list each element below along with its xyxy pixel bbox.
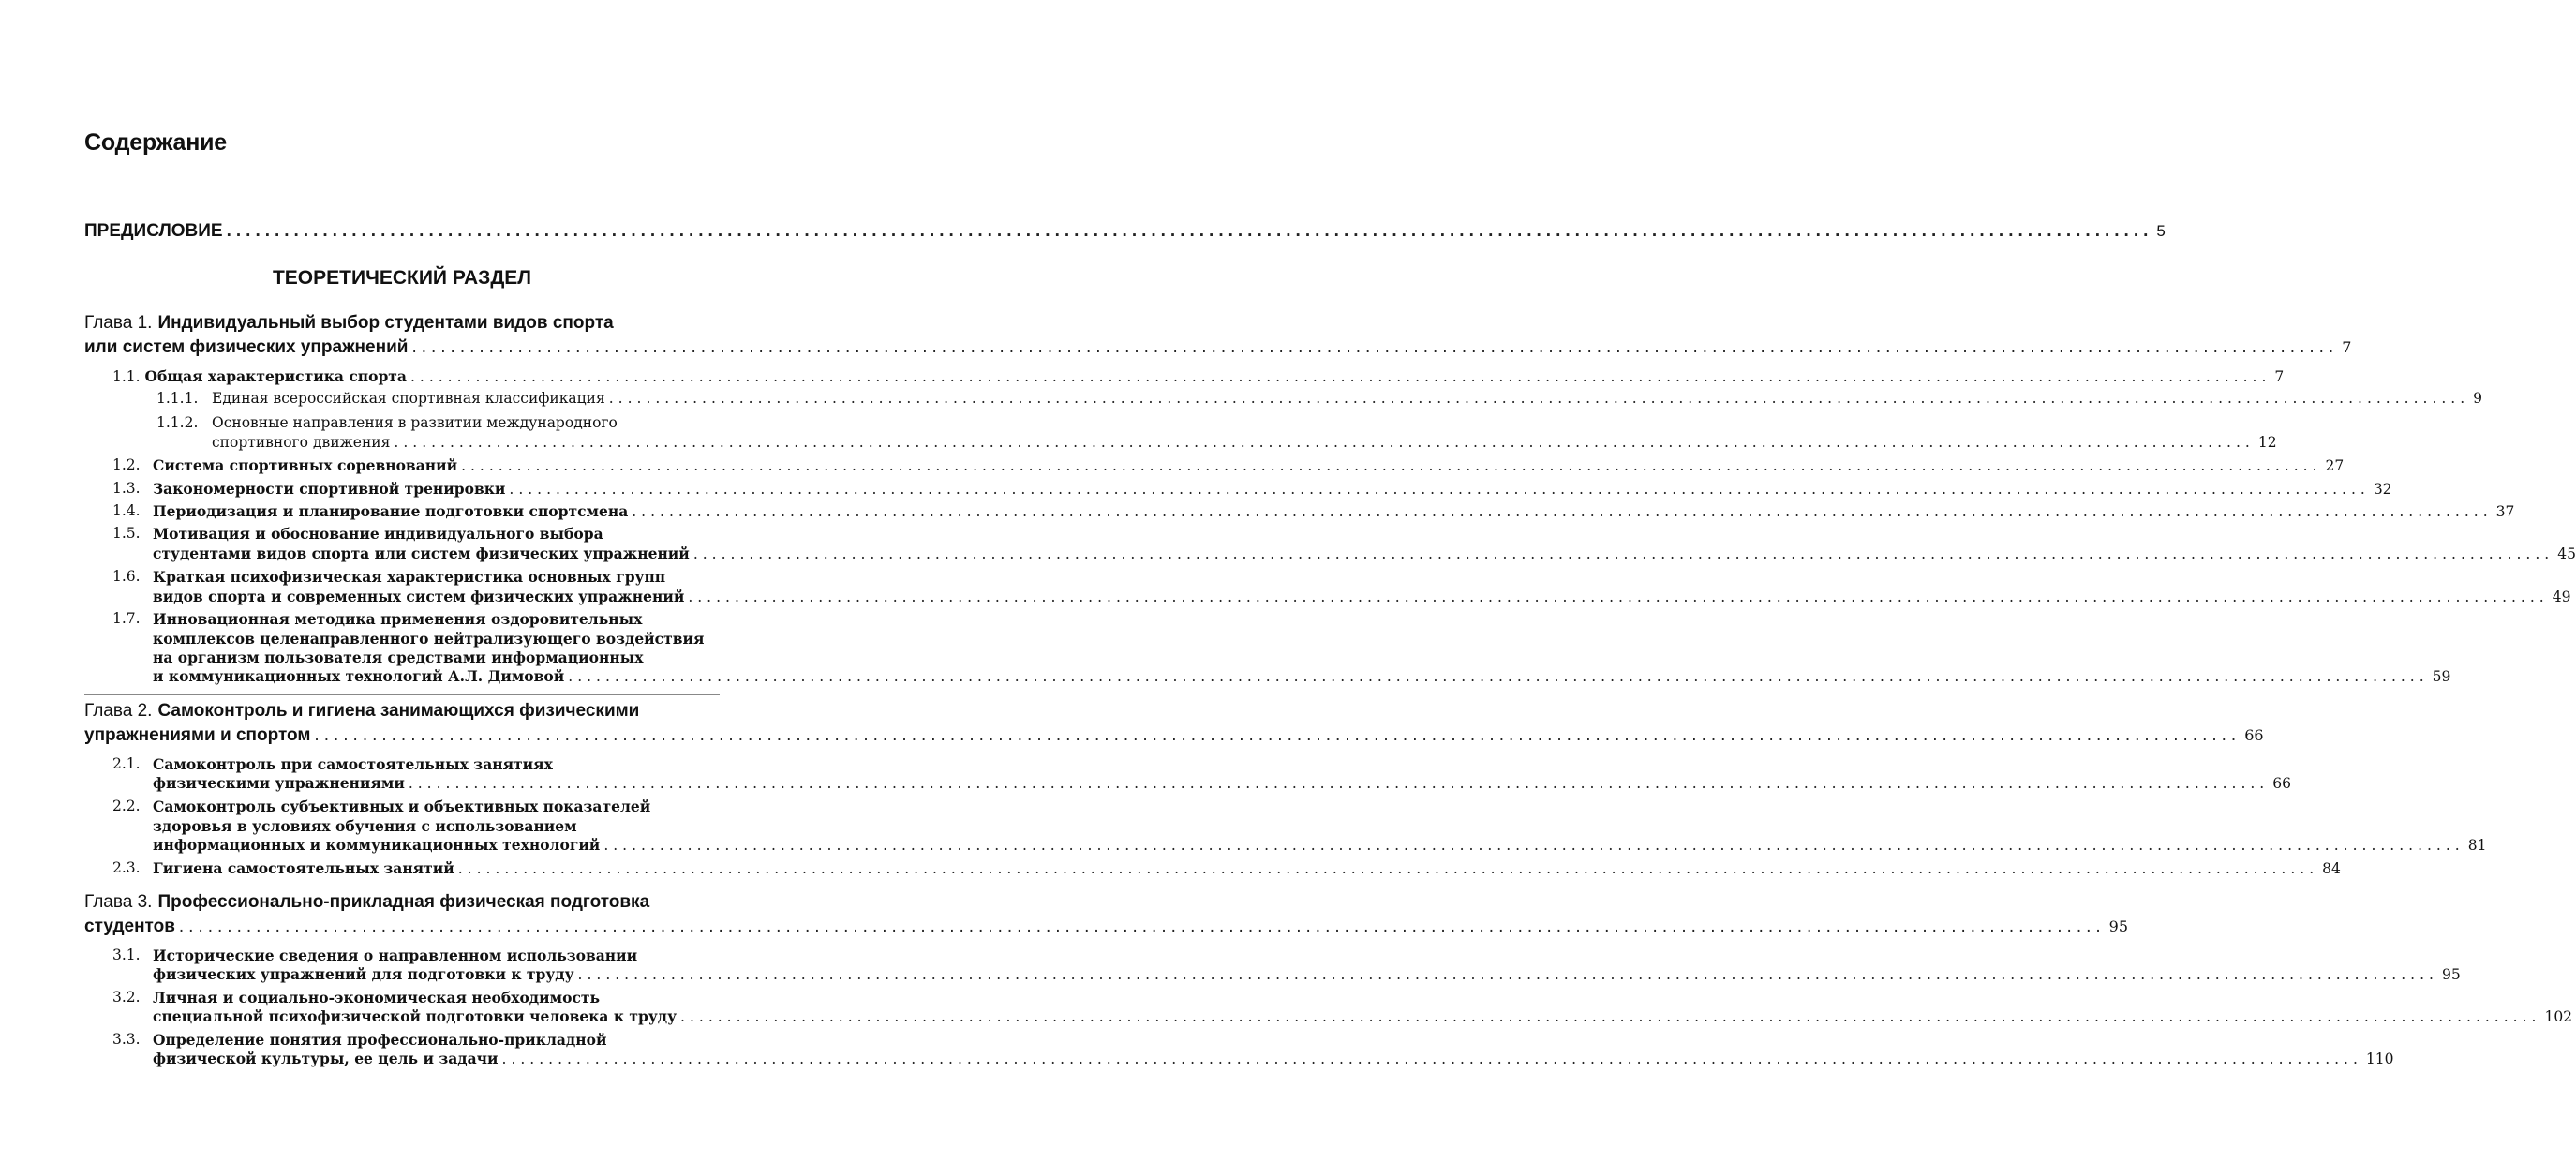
toc-page-number: 7: [2274, 368, 2285, 385]
toc-page-number: 27: [2325, 457, 2345, 474]
entry-number: 3.1.: [112, 947, 141, 963]
page-title: Содержание: [84, 129, 228, 156]
entry-title-line1: Краткая психофизическая характеристика основных групп: [153, 568, 666, 586]
entry-title-line2: здоровья в условиях обучения с использованием: [153, 817, 577, 835]
entry-title: Система спортивных соревнований: [153, 456, 458, 474]
entry-number: 2.2.: [112, 798, 141, 814]
toc-page-number: 49: [2552, 589, 2571, 605]
dot-leader: ........................................................................................................................................................................................................: [568, 668, 2429, 685]
chapter-title-line2: студентов: [84, 917, 175, 936]
toc-entry-label: ПРЕДИСЛОВИЕ: [84, 221, 223, 241]
entry-title-line3: информационных и коммуникационных технологий: [153, 836, 601, 854]
toc-page-number: 7: [2342, 338, 2352, 356]
entry-number: 1.1.1.: [156, 390, 199, 407]
entry-number: 1.4.: [112, 502, 141, 519]
dot-leader: ........................................................................................................................................................................................................: [603, 837, 2464, 854]
toc-page-number: 95: [2108, 917, 2129, 935]
entry-title-line2: физической культуры, ее цель и задачи: [153, 1050, 499, 1067]
toc-page-number: 32: [2373, 481, 2392, 498]
toc-page-number: 12: [2257, 434, 2277, 451]
entry-title-line1: Инновационная методика применения оздоровительных: [153, 610, 643, 628]
toc-entry-1-7[interactable]: [153, 667, 2451, 685]
toc-entry-1-2[interactable]: [153, 456, 2345, 474]
toc-entry-3-2[interactable]: [153, 1007, 2573, 1025]
toc-entry-2-2[interactable]: [153, 836, 2487, 854]
dot-leader: ........................................................................................................................................................................................................: [314, 725, 2241, 745]
entry-title-line2: специальной психофизической подготовки человека к труду: [153, 1007, 678, 1025]
toc-page-number: 66: [2272, 775, 2291, 792]
chapter-3-heading-line2[interactable]: [84, 917, 2129, 937]
entry-title: Закономерности спортивной тренировки: [153, 480, 506, 498]
chapter-divider: [84, 694, 720, 695]
entry-number: 1.5.: [112, 525, 141, 542]
dot-leader: ........................................................................................................................................................................................................: [632, 503, 2493, 520]
toc-entry-3-3[interactable]: [153, 1050, 2394, 1067]
toc-page-number: 45: [2557, 545, 2576, 562]
entry-number: 1.3.: [112, 480, 141, 497]
entry-title-line2: физическими упражнениями: [153, 774, 405, 792]
entry-title-line3: на организм пользователя средствами информационных: [153, 649, 644, 666]
toc-entry-1-3[interactable]: [153, 480, 2392, 498]
toc-entry-3-1[interactable]: [153, 965, 2461, 983]
dot-leader: ........................................................................................................................................................................................................: [692, 545, 2554, 562]
toc-page-number: 59: [2432, 668, 2451, 685]
chapter-prefix: Глава 2.: [84, 701, 153, 721]
toc-entry-1-1-1[interactable]: [212, 390, 2483, 407]
chapter-title-line2: или систем физических упражнений: [84, 337, 409, 357]
chapter-2-heading[interactable]: [84, 701, 639, 722]
dot-leader: ........................................................................................................................................................................................................: [501, 1051, 2362, 1067]
dot-leader: ........................................................................................................................................................................................................: [509, 481, 2370, 498]
entry-title-line4: и коммуникационных технологий А.Л. Димовой: [153, 667, 565, 685]
entry-title-line2: физических упражнений для подготовки к труду: [153, 965, 574, 983]
dot-leader: ........................................................................................................................................................................................................: [409, 368, 2271, 385]
toc-entry-1-6[interactable]: [153, 588, 2571, 605]
dot-leader: ........................................................................................................................................................................................................: [411, 337, 2339, 357]
dot-leader: ........................................................................................................................................................................................................: [408, 775, 2270, 792]
chapter-title-line1: Профессионально-прикладная физическая подготовка: [157, 892, 650, 912]
section-title: ТЕОРЕТИЧЕСКИЙ РАЗДЕЛ: [272, 267, 532, 289]
toc-entry-2-1[interactable]: [153, 774, 2291, 792]
chapter-title-line1: Индивидуальный выбор студентами видов спорта: [157, 313, 614, 333]
chapter-1-heading-line2[interactable]: [84, 337, 2352, 358]
entry-number: 2.1.: [112, 755, 141, 772]
dot-leader: ........................................................................................................................................................................................................: [680, 1008, 2541, 1025]
toc-page-number: 102: [2544, 1008, 2573, 1025]
toc-page-number: 66: [2244, 726, 2264, 744]
entry-number: 1.7.: [112, 610, 141, 627]
entry-title-line1: Мотивация и обоснование индивидуального выбора: [153, 525, 603, 543]
entry-title: Общая характеристика спорта: [144, 367, 407, 385]
entry-title-line1: Исторические сведения о направленном использовании: [153, 947, 638, 964]
toc-entry-1-1[interactable]: [112, 367, 2285, 385]
toc-entry-preface[interactable]: [84, 221, 2166, 242]
entry-title: Единая всероссийская спортивная классификация: [212, 390, 605, 407]
toc-page-number: 5: [2156, 222, 2166, 240]
dot-leader: ........................................................................................................................................................................................................: [178, 917, 2106, 936]
dot-leader: ........................................................................................................................................................................................................: [577, 966, 2438, 983]
entry-title-line2: видов спорта и современных систем физических упражнений: [153, 588, 685, 605]
toc-entry-1-1-2[interactable]: [212, 434, 2277, 451]
toc-page-number: 81: [2467, 837, 2487, 854]
entry-number: 1.6.: [112, 568, 141, 585]
entry-number: 3.3.: [112, 1031, 141, 1048]
entry-title: Гигиена самостоятельных занятий: [153, 859, 454, 877]
chapter-3-heading[interactable]: [84, 892, 649, 913]
chapter-2-heading-line2[interactable]: [84, 725, 2264, 746]
toc-entry-2-3[interactable]: [153, 859, 2341, 877]
toc-entry-1-4[interactable]: [153, 502, 2515, 520]
toc-page-number: 84: [2322, 860, 2341, 877]
chapter-title-line2: упражнениями и спортом: [84, 725, 311, 745]
toc-page-number: 110: [2365, 1051, 2394, 1067]
entry-title-line1: Определение понятия профессионально-прикладной: [153, 1031, 607, 1049]
toc-entry-1-5[interactable]: [153, 544, 2576, 562]
entry-title-line1: Самоконтроль при самостоятельных занятиях: [153, 755, 553, 773]
chapter-prefix: Глава 3.: [84, 892, 153, 912]
dot-leader: ........................................................................................................................................................................................................: [608, 390, 2470, 407]
entry-title: Периодизация и планирование подготовки спортсмена: [153, 502, 629, 520]
toc-page-number: 95: [2441, 966, 2461, 983]
chapter-title-line1: Самоконтроль и гигиена занимающихся физическими: [157, 701, 640, 721]
dot-leader: ........................................................................................................................................................................................................: [226, 221, 2153, 241]
entry-number: 1.1.2.: [156, 414, 199, 431]
dot-leader: ........................................................................................................................................................................................................: [457, 860, 2319, 877]
toc-page-number: 37: [2495, 503, 2515, 520]
entry-title-line2: студентами видов спорта или систем физических упражнений: [153, 544, 690, 562]
entry-number: 2.3.: [112, 859, 141, 876]
entry-title-line1: Основные направления в развитии международного: [212, 414, 618, 431]
dot-leader: ........................................................................................................................................................................................................: [461, 457, 2322, 474]
entry-title-line2: комплексов целенаправленного нейтрализующего воздействия: [153, 630, 705, 648]
chapter-1-heading[interactable]: [84, 313, 614, 334]
entry-title-line1: Самоконтроль субъективных и объективных показателей: [153, 798, 651, 815]
toc-page-number: 9: [2473, 390, 2483, 407]
entry-number: 3.2.: [112, 989, 141, 1006]
chapter-prefix: Глава 1.: [84, 313, 153, 333]
entry-title-line1: Личная и социально-экономическая необходимость: [153, 989, 601, 1006]
entry-title-line2: спортивного движения: [212, 434, 391, 451]
dot-leader: ........................................................................................................................................................................................................: [688, 589, 2549, 605]
entry-number: 1.2.: [112, 456, 141, 473]
entry-number: 1.1.: [112, 368, 141, 385]
dot-leader: ........................................................................................................................................................................................................: [394, 434, 2255, 451]
